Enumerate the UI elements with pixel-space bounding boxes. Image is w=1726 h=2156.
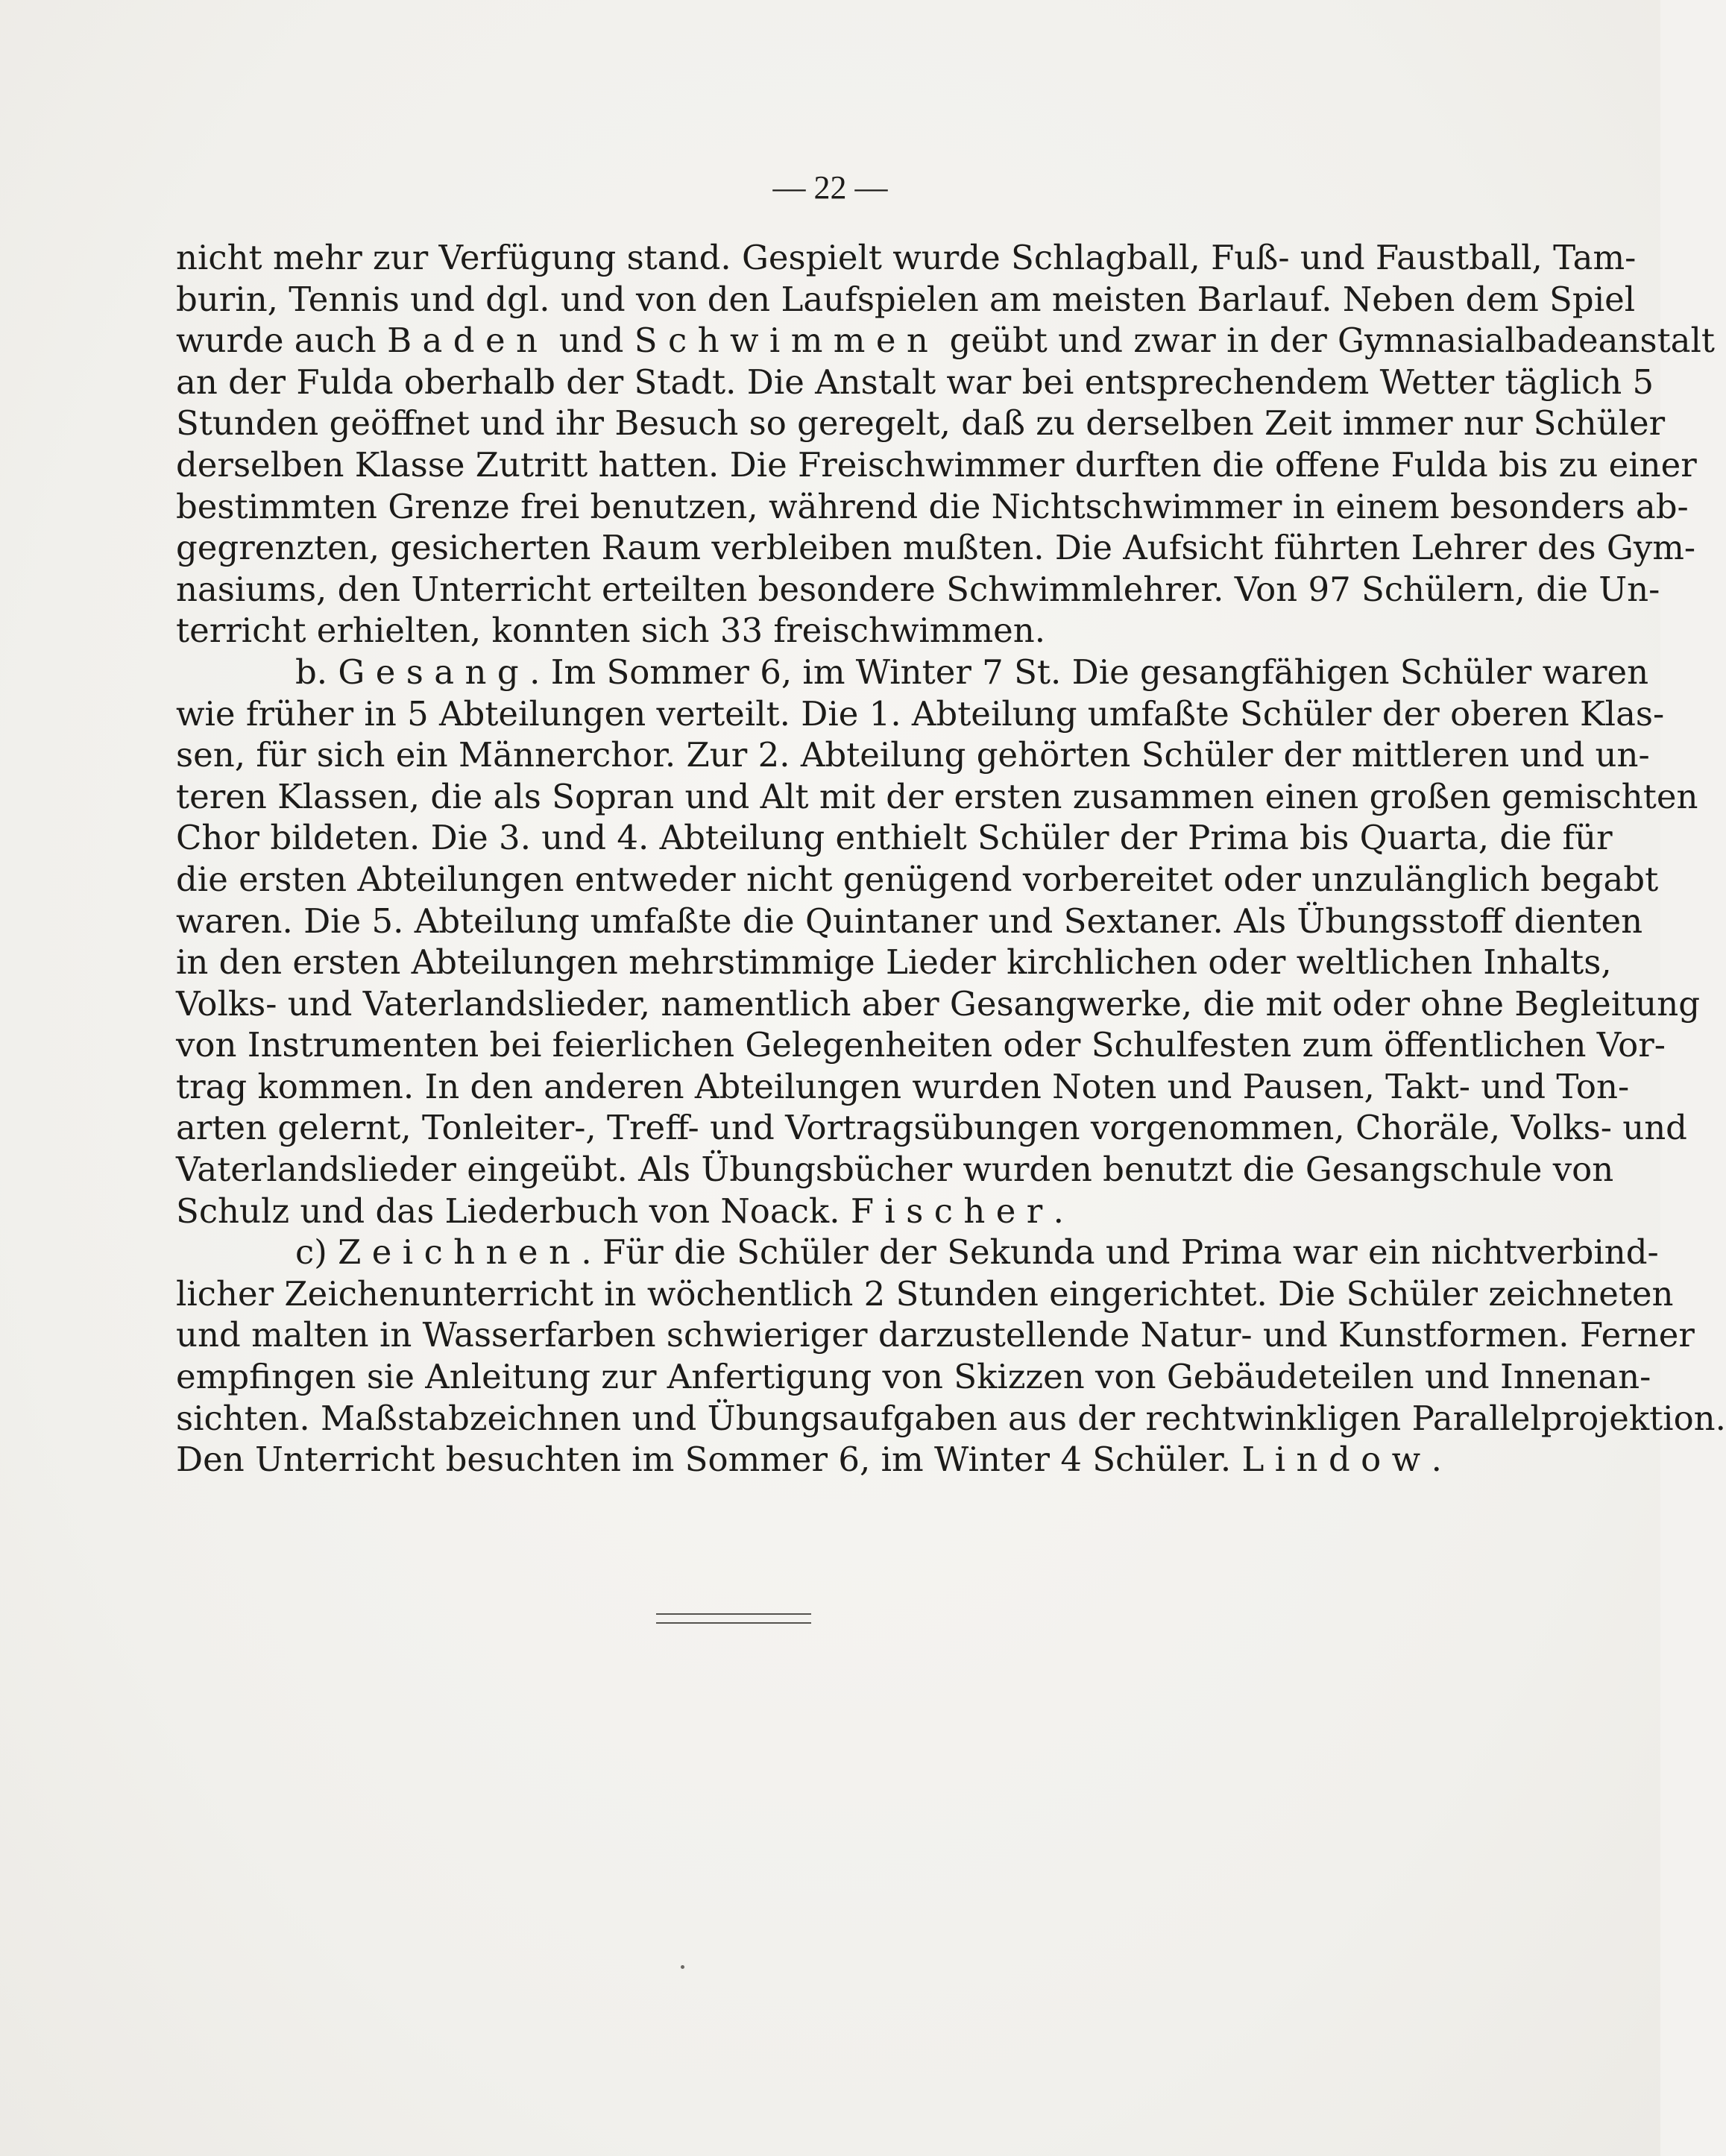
text-line: terricht erhielten, konnten sich 33 freischwimmen. — [176, 611, 1046, 651]
text-line: empfingen sie Anleitung zur Anfertigung von Skizzen von Gebäudeteilen und Innenan- — [176, 1357, 1651, 1397]
emphasized-word: Gesang — [338, 652, 530, 692]
emphasized-word: Zeichnen — [338, 1232, 582, 1273]
text-line: waren. Die 5. Abteilung umfaßte die Quintaner und Sextaner. Als Übungsstoff dienten — [176, 901, 1643, 941]
page-number: — 22 — — [772, 169, 888, 206]
text-line: sichten. Maßstabzeichnen und Übungsaufgaben aus der rechtwinkligen Parallelprojektion. — [176, 1398, 1726, 1438]
text-line: an der Fulda oberhalb der Stadt. Die Anstalt war bei entsprechendem Wetter täglich 5 — [176, 362, 1654, 402]
text-line: die ersten Abteilungen entweder nicht genügend vorbereitet oder unzulänglich begabt — [176, 859, 1659, 899]
print-speck — [681, 1965, 684, 1969]
body-text — [176, 237, 1726, 1481]
text-line: Stunden geöffnet und ihr Besuch so geregelt, daß zu derselben Zeit immer nur Schüler — [176, 403, 1666, 444]
text-line: Vaterlandslieder eingeübt. Als Übungsbücher wurden benutzt die Gesangschule von — [176, 1150, 1614, 1190]
text-line: von Instrumenten bei feierlichen Gelegenheiten oder Schulfesten zum öffentlichen Vor- — [176, 1025, 1666, 1065]
text-line: teren Klassen, die als Sopran und Alt mit der ersten zusammen einen großen gemischten — [176, 776, 1698, 816]
text-line: b. Gesang. Im Sommer 6, im Winter 7 St. Die gesangfähigen Schüler waren — [295, 652, 1649, 692]
text-line: arten gelernt, Tonleiter-, Treff- und Vortragsübungen vorgenommen, Choräle, Volks- und — [176, 1108, 1687, 1148]
text-line: wie früher in 5 Abteilungen verteilt. Die 1. Abteilung umfaßte Schüler der oberen Klas- — [176, 693, 1665, 734]
text-line: licher Zeichenunterricht in wöchentlich 2 Stunden eingerichtet. Die Schüler zeichneten — [176, 1273, 1674, 1314]
text-line: Volks- und Vaterlandslieder, namentlich aber Gesangwerke, die mit oder ohne Begleitung — [176, 983, 1701, 1024]
text-line: c) Zeichnen. Für die Schüler der Sekunda und Prima war ein nichtverbind- — [295, 1232, 1659, 1273]
text-line: nicht mehr zur Verfügung stand. Gespielt wurde Schlagball, Fuß- und Faustball, Tam- — [176, 238, 1637, 277]
emphasized-word: Fischer — [850, 1191, 1053, 1231]
text-line: in den ersten Abteilungen mehrstimmige Lieder kirchlichen oder weltlichen Inhalts, — [176, 942, 1612, 983]
text-line: Schulz und das Liederbuch von Noack. Fischer. — [176, 1191, 1064, 1231]
text-line: Chor bildeten. Die 3. und 4. Abteilung enthielt Schüler der Prima bis Quarta, die für — [176, 818, 1613, 858]
emphasized-word: Baden — [387, 321, 549, 361]
text-line: burin, Tennis und dgl. und von den Laufspielen am meisten Barlauf. Neben dem Spiel — [176, 279, 1636, 319]
text-line: gegrenzten, gesicherten Raum verbleiben mußten. Die Aufsicht führten Lehrer des Gym- — [176, 528, 1696, 568]
text-line: derselben Klasse Zutritt hatten. Die Freischwimmer durften die offene Fulda bis zu einer — [176, 444, 1697, 485]
text-line: und malten in Wasserfarben schwieriger darzustellende Natur- und Kunstformen. Ferner — [176, 1315, 1695, 1355]
emphasized-word: Lindow — [1241, 1440, 1431, 1480]
text-line: wurde auch Baden und Schwimmen geübt und zwar in der Gymnasialbadeanstalt — [176, 321, 1715, 361]
section-divider — [656, 1613, 811, 1624]
text-line: trag kommen. In den anderen Abteilungen wurden Noten und Pausen, Takt- und Ton- — [176, 1066, 1630, 1106]
emphasized-word: Schwimmen — [634, 321, 939, 361]
text-line: nasiums, den Unterricht erteilten besondere Schwimmlehrer. Von 97 Schülern, die Un- — [176, 569, 1660, 609]
text-line: Den Unterricht besuchten im Sommer 6, im Winter 4 Schüler. Lindow. — [176, 1440, 1442, 1480]
text-line: bestimmten Grenze frei benutzen, während die Nichtschwimmer in einem besonders ab- — [176, 486, 1689, 526]
text-line: sen, für sich ein Männerchor. Zur 2. Abteilung gehörten Schüler der mittleren und un- — [176, 735, 1650, 775]
